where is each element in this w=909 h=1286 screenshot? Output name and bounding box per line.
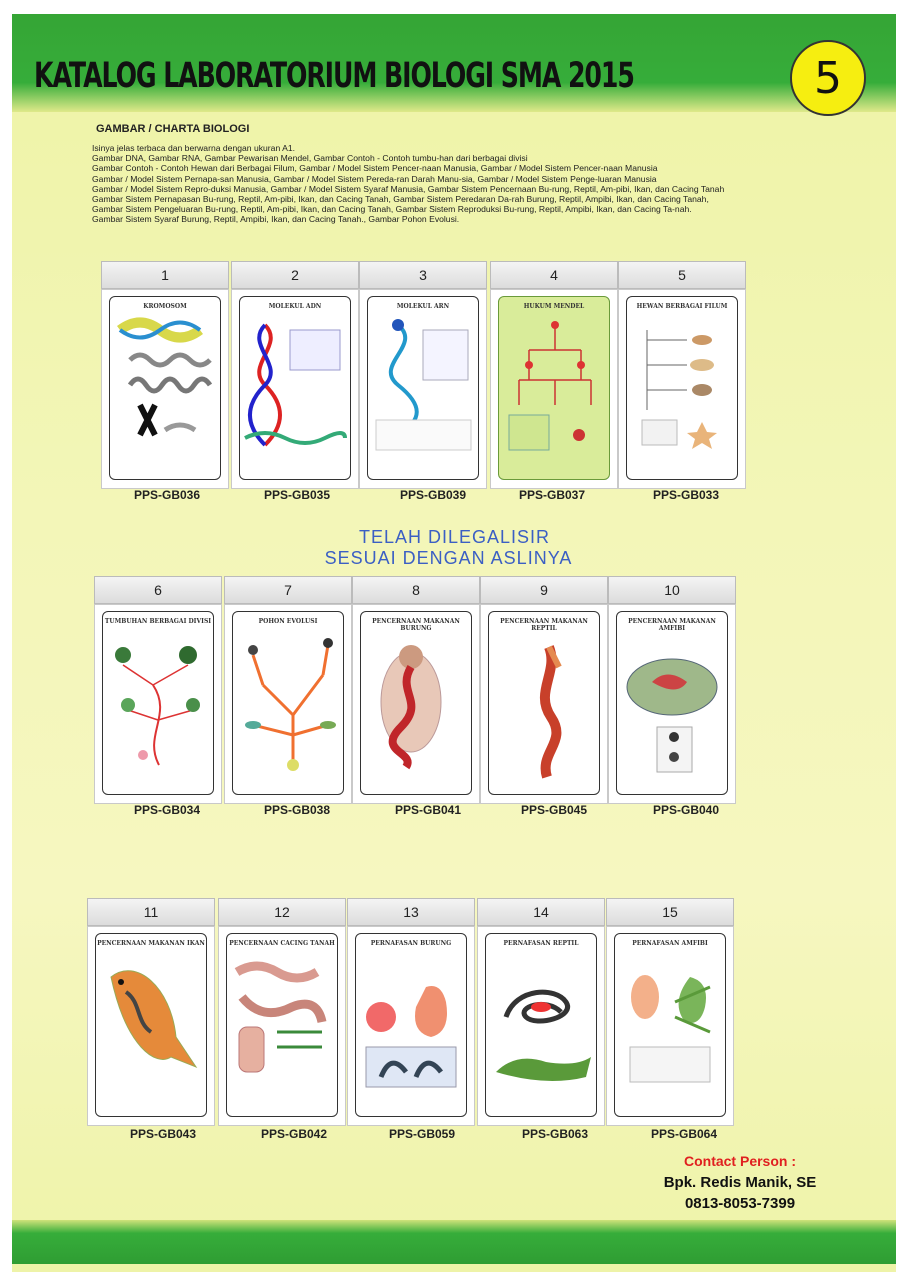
chart-card <box>355 933 467 1117</box>
catalog-item[interactable] <box>490 261 618 489</box>
chart-thumbnail <box>608 604 736 804</box>
contact-name: Bpk. Redis Manik, SE <box>663 1174 817 1191</box>
chart-title: KROMOSOM <box>143 303 187 310</box>
item-number: 1 <box>101 261 229 289</box>
product-code: PPS-GB059 <box>388 1127 456 1141</box>
bird-respiration-illustration <box>356 947 467 1097</box>
description-line: Gambar / Model Sistem Pernapa-san Manusia, Gambar / Model Sistem Pereda-ran Darah Manu-sia, Gambar / Model Sistem Penge-luaran Manusia <box>92 173 657 184</box>
chart-title: PENCERNAAN MAKANAN AMFIBI <box>628 618 716 632</box>
bird-digestion-illustration <box>361 632 472 782</box>
chart-card <box>360 611 472 795</box>
catalog-item[interactable] <box>347 898 475 1126</box>
description-line: Gambar Contoh - Contoh Hewan dari Berbagai Filum, Gambar / Model Sistem Pencer-naan Manusia, Gambar / Model Sistem Pencer-naan Manusia <box>92 163 658 174</box>
item-number: 10 <box>608 576 736 604</box>
catalog-item[interactable] <box>480 576 608 804</box>
chart-title: PERNAFASAN BURUNG <box>370 940 452 947</box>
legalization-stamp-line1: TELAH DILEGALISIR <box>358 527 551 547</box>
chart-card <box>239 296 351 480</box>
chart-card <box>226 933 338 1117</box>
catalog-item[interactable] <box>224 576 352 804</box>
chart-title: PENCERNAAN CACING TANAH <box>229 940 335 947</box>
chart-card <box>109 296 221 480</box>
product-code: PPS-GB064 <box>650 1127 718 1141</box>
chart-title: PERNAFASAN REPTIL <box>503 940 579 947</box>
catalog-item[interactable] <box>477 898 605 1126</box>
chart-thumbnail <box>87 926 215 1126</box>
item-number: 14 <box>477 898 605 926</box>
product-code: PPS-GB042 <box>260 1127 328 1141</box>
amphibian-digestion-illustration <box>617 632 728 782</box>
item-number: 7 <box>224 576 352 604</box>
mendel-inheritance-illustration <box>499 310 610 460</box>
contact-phone[interactable]: 0813-8053-7399 <box>684 1195 796 1212</box>
chart-thumbnail <box>94 604 222 804</box>
chart-card <box>485 933 597 1117</box>
product-code: PPS-GB041 <box>394 803 462 817</box>
product-code: PPS-GB045 <box>520 803 588 817</box>
chromosome-illustration <box>110 310 221 460</box>
item-number: 8 <box>352 576 480 604</box>
item-number: 5 <box>618 261 746 289</box>
item-number: 11 <box>87 898 215 926</box>
catalog-item[interactable] <box>608 576 736 804</box>
chart-thumbnail <box>477 926 605 1126</box>
item-number: 15 <box>606 898 734 926</box>
chart-card <box>232 611 344 795</box>
product-code: PPS-GB039 <box>399 488 467 502</box>
catalog-item[interactable] <box>87 898 215 1126</box>
chart-title: PENCERNAAN MAKANAN IKAN <box>97 940 205 947</box>
chart-card <box>614 933 726 1117</box>
product-code: PPS-GB034 <box>133 803 201 817</box>
contact-label: Contact Person : <box>683 1153 796 1169</box>
description-line: Gambar / Model Sistem Repro-duksi Manusia, Gambar / Model Sistem Syaraf Manusia, Gambar Sistem Pencernaan Bu-rung, Reptil, Am-pibi, Ikan, dan Cacing Tanah <box>92 183 725 194</box>
catalog-item[interactable] <box>101 261 229 489</box>
product-code: PPS-GB040 <box>652 803 720 817</box>
product-code: PPS-GB037 <box>518 488 586 502</box>
chart-card <box>626 296 738 480</box>
section-description <box>92 143 812 225</box>
reptile-respiration-illustration <box>486 947 597 1097</box>
chart-title: PENCERNAAN MAKANAN REPTIL <box>500 618 588 632</box>
catalog-item[interactable] <box>618 261 746 489</box>
product-code: PPS-GB063 <box>521 1127 589 1141</box>
catalog-item[interactable] <box>606 898 734 1126</box>
description-line: Gambar Sistem Syaraf Burung, Reptil, Ampibi, Ikan, dan Cacing Tanah., Gambar Pohon Evolusi. <box>92 214 460 225</box>
animal-phyla-illustration <box>627 310 738 460</box>
chart-card <box>616 611 728 795</box>
chart-thumbnail <box>231 289 359 489</box>
catalog-item[interactable] <box>352 576 480 804</box>
page-number-badge: 5 <box>790 40 866 116</box>
chart-thumbnail <box>347 926 475 1126</box>
chart-card <box>102 611 214 795</box>
chart-title: HUKUM MENDEL <box>523 303 585 310</box>
chart-thumbnail <box>606 926 734 1126</box>
item-number: 9 <box>480 576 608 604</box>
chart-title: MOLEKUL ARN <box>396 303 450 310</box>
chart-card <box>95 933 207 1117</box>
description-line: Gambar Sistem Pernapasan Bu-rung, Reptil, Am-pibi, Ikan, dan Cacing Tanah, Gambar Sistem Peredaran Da-rah Burung, Reptil, Ampibi, Ikan, dan Cacing Tanah, <box>92 194 709 205</box>
catalog-item[interactable] <box>218 898 346 1126</box>
chart-thumbnail <box>490 289 618 489</box>
description-line: Gambar DNA, Gambar RNA, Gambar Pewarisan Mendel, Gambar Contoh - Contoh tumbu-han dari berbagai divisi <box>92 153 528 164</box>
chart-title: PENCERNAAN MAKANAN BURUNG <box>372 618 460 632</box>
earthworm-digestion-illustration <box>227 947 338 1097</box>
page-title: KATALOG LABORATORIUM BIOLOGI SMA 2015 <box>34 56 634 96</box>
chart-title: TUMBUHAN BERBAGAI DIVISI <box>104 618 212 625</box>
product-code: PPS-GB043 <box>129 1127 197 1141</box>
item-number: 6 <box>94 576 222 604</box>
description-line: Isinya jelas terbaca dan berwarna dengan ukuran A1. <box>92 143 296 153</box>
section-heading: GAMBAR / CHARTA BIOLOGI <box>96 123 250 135</box>
description-line: Gambar Sistem Pengeluaran Bu-rung, Reptil, Am-pibi, Ikan, dan Cacing Tanah, Gambar Sistem Reproduksi Bu-rung, Reptil, Ampibi, Ikan, dan Cacing Ta-nah. <box>92 204 692 215</box>
chart-thumbnail <box>101 289 229 489</box>
chart-thumbnail <box>480 604 608 804</box>
fish-digestion-illustration <box>96 947 207 1097</box>
catalog-item[interactable] <box>94 576 222 804</box>
product-code: PPS-GB038 <box>263 803 331 817</box>
legalization-stamp-line2: SESUAI DENGAN ASLINYA <box>324 548 573 568</box>
rna-illustration <box>368 310 479 460</box>
chart-thumbnail <box>352 604 480 804</box>
plant-divisions-illustration <box>103 625 214 775</box>
product-code: PPS-GB036 <box>133 488 201 502</box>
amphibian-respiration-illustration <box>615 947 726 1097</box>
catalog-item[interactable] <box>359 261 487 489</box>
item-number: 2 <box>231 261 359 289</box>
chart-thumbnail <box>224 604 352 804</box>
item-number: 4 <box>490 261 618 289</box>
item-number: 3 <box>359 261 487 289</box>
item-number: 12 <box>218 898 346 926</box>
chart-title: MOLEKUL ADN <box>268 303 322 310</box>
chart-title: PERNAFASAN AMFIBI <box>632 940 708 947</box>
catalog-item[interactable] <box>231 261 359 489</box>
product-code: PPS-GB033 <box>652 488 720 502</box>
item-number: 13 <box>347 898 475 926</box>
dna-helix-illustration <box>240 310 351 460</box>
evolution-tree-illustration <box>233 625 344 775</box>
chart-thumbnail <box>359 289 487 489</box>
chart-title: HEWAN BERBAGAI FILUM <box>636 303 728 310</box>
chart-thumbnail <box>218 926 346 1126</box>
reptile-digestion-illustration <box>489 632 600 782</box>
product-code: PPS-GB035 <box>263 488 331 502</box>
chart-card <box>488 611 600 795</box>
chart-thumbnail <box>618 289 746 489</box>
chart-card <box>498 296 610 480</box>
chart-card <box>367 296 479 480</box>
footer-band <box>12 1220 896 1264</box>
chart-title: POHON EVOLUSI <box>258 618 318 625</box>
